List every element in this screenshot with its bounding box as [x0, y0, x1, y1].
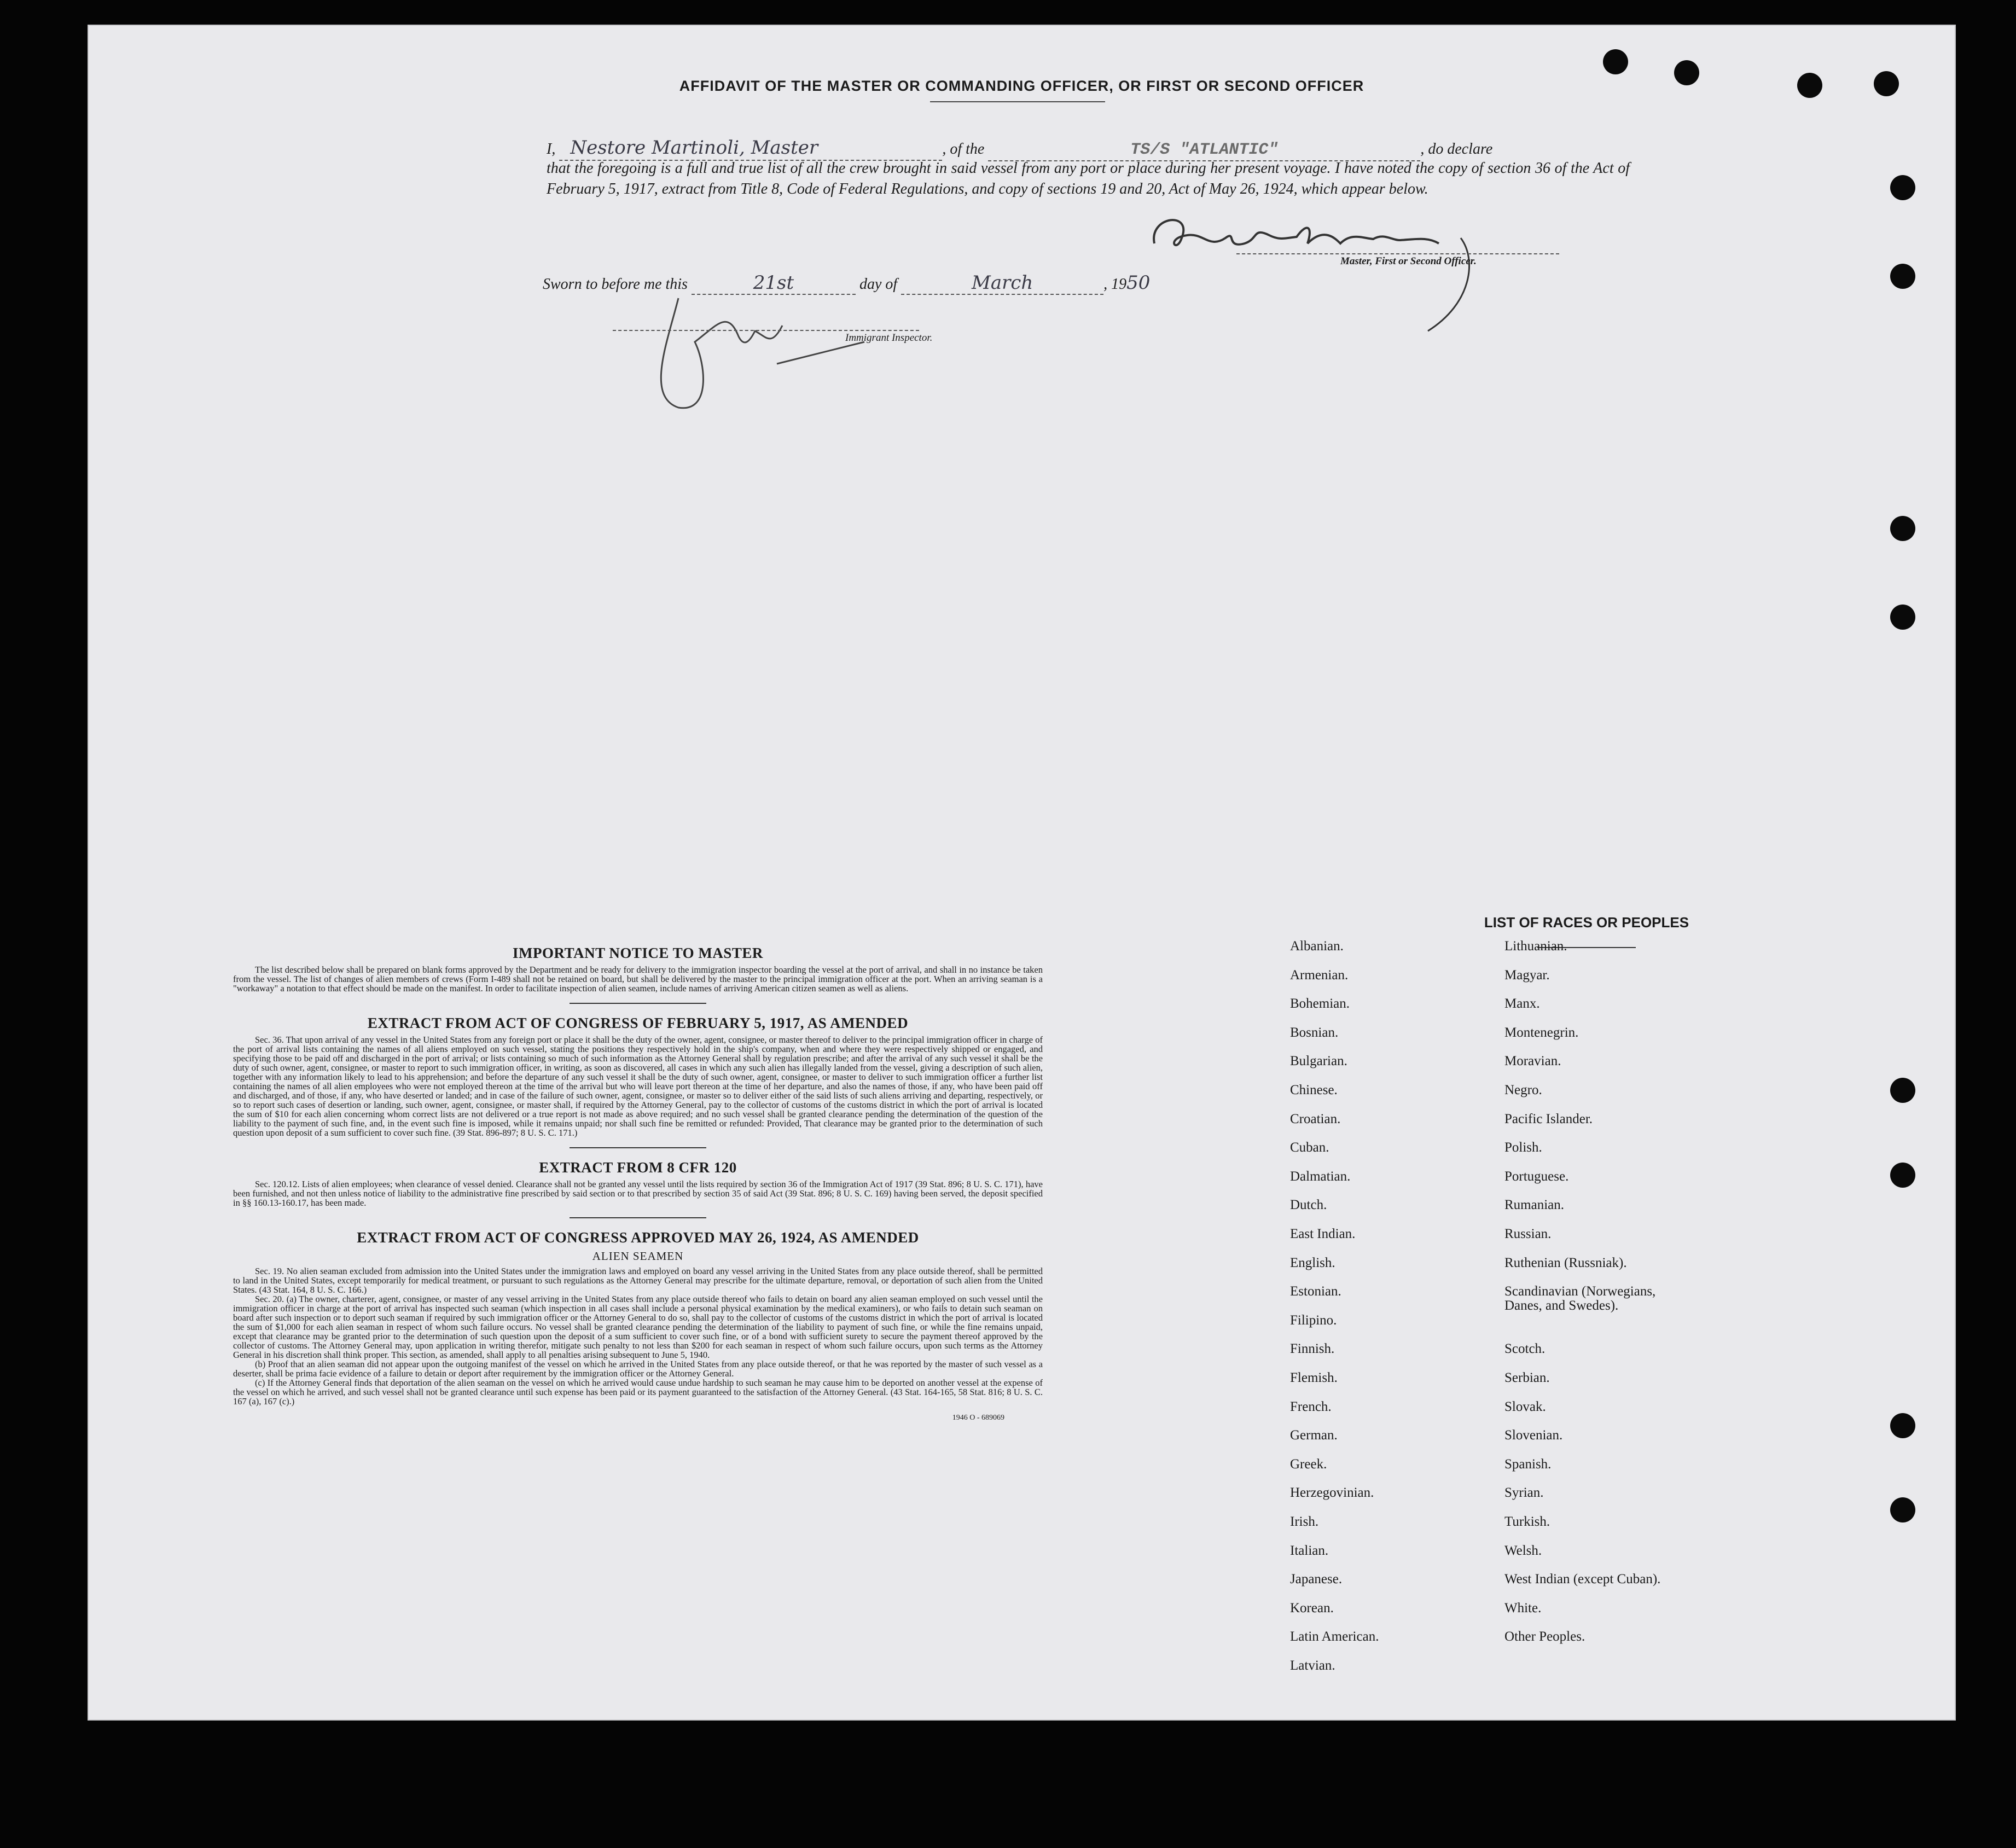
race-item: Greek.	[1290, 1456, 1327, 1472]
master-signature	[1143, 205, 1526, 336]
punch-hole	[1890, 1078, 1915, 1103]
divider	[570, 1217, 706, 1218]
race-item: Bulgarian.	[1290, 1054, 1347, 1069]
punch-hole	[1890, 264, 1915, 289]
race-item: West Indian (except Cuban).	[1504, 1572, 1661, 1587]
race-item: English.	[1290, 1255, 1335, 1270]
race-item: Polish.	[1504, 1140, 1542, 1155]
vessel-name-stamp: TS/S "ATLANTIC"	[1130, 141, 1279, 159]
race-item: Slovak.	[1504, 1399, 1546, 1414]
race-item: Bosnian.	[1290, 1025, 1339, 1040]
extract-1924-sec20c: (c) If the Attorney General finds that deportation of the alien seaman on the vessel on which he arrived would cause undue hardship to such seaman he may cause him to be deported on another vessel at the expense of the vessel on which he arrived, and such vessel shall not be granted clearance until such expense has been paid or its payment guaranteed to the satisfaction of the Attorney General. (43 Stat. 164-165, 58 Stat. 816; 8 U. S. C. 167 (a), 167 (c).)	[233, 1378, 1043, 1407]
race-item: Montenegrin.	[1504, 1025, 1579, 1040]
race-item: Syrian.	[1504, 1485, 1544, 1501]
race-item: Spanish.	[1504, 1456, 1552, 1472]
race-item: Korean.	[1290, 1600, 1334, 1615]
inspector-signature	[646, 276, 875, 419]
race-item: Latin American.	[1290, 1629, 1379, 1644]
races-heading: LIST OF RACES OR PEOPLES	[1484, 914, 1689, 931]
punch-hole	[1797, 73, 1822, 98]
legal-extracts	[233, 945, 1043, 1422]
extract-cfr-text: Sec. 120.12. Lists of alien employees; when clearance of vessel denied. Clearance shall not be granted any vessel until the lists required by section 36 of the Immigration Act of 1917 (39 Stat. 896; 8 U. S. C. 171), have been furnished, and not then unless notice of liability to the administrative fine prescribed by said section or to that prescribed by section 35 of said Act (39 Stat. 896; 8 U. S. C. 169) having been served, the deposit specified in §§ 160.13-160.17, has been made.	[233, 1179, 1043, 1208]
race-item: Dalmatian.	[1290, 1169, 1351, 1184]
race-item: Moravian.	[1504, 1054, 1561, 1069]
punch-hole	[1890, 1497, 1915, 1522]
race-item: Welsh.	[1504, 1543, 1542, 1558]
race-item: Manx.	[1504, 996, 1540, 1012]
master-name-field	[559, 137, 942, 161]
race-item: Cuban.	[1290, 1140, 1329, 1155]
punch-hole	[1890, 1163, 1915, 1188]
punch-hole	[1890, 605, 1915, 630]
affidavit-block	[547, 137, 1630, 200]
do-declare-label: , do declare	[1420, 141, 1493, 158]
notice-text: The list described below shall be prepared on blank forms approved by the Department and be ready for delivery to the immigration inspector boarding the vessel at the port of arrival, and shall in no instance be taken from the vessel. The list of changes of alien members of crews (Form I-489 shall not be retained on board, but shall be delivered by the master to the principal immigration officer at the port. When an arriving seaman is a "workaway" a notation to that effect should be made on the manifest. In order to facilitate inspection of alien seamen, include names of arriving American citizen seamen as well as aliens.	[233, 964, 1043, 993]
inspector-signature-line	[613, 330, 919, 331]
extract-1924-sec20b: (b) Proof that an alien seaman did not appear upon the outgoing manifest of the vessel on which he arrived in the United States from any place outside thereof, or that he was reported by the master of such vessel as a deserter, shall be prima facie evidence of a failure to detain or deport after requirement by the immigration officer or the Attorney General.	[233, 1359, 1043, 1379]
race-item: German.	[1290, 1428, 1338, 1443]
extract-1924-sec19: Sec. 19. No alien seaman excluded from admission into the United States under the immigration laws and employed on board any vessel arriving in the United States from any place outside thereof, shall be permitted to land in the United States, except temporarily for medical treatment, or pursuant to such regulations as the Attorney General may prescribe for the ultimate departure, removal, or deportation of such alien from the United States. (43 Stat. 164, 8 U. S. C. 166.)	[233, 1266, 1043, 1295]
notice-heading: IMPORTANT NOTICE TO MASTER	[513, 945, 763, 961]
race-item: Flemish.	[1290, 1370, 1338, 1385]
prefix-i: I,	[547, 141, 556, 158]
extract-1917-heading: EXTRACT FROM ACT OF CONGRESS OF FEBRUARY 5, 1917, AS AMENDED	[367, 1015, 909, 1031]
extract-1924-heading: EXTRACT FROM ACT OF CONGRESS APPROVED MAY 26, 1924, AS AMENDED	[357, 1229, 919, 1246]
divider	[570, 1147, 706, 1148]
race-item: Croatian.	[1290, 1111, 1341, 1126]
race-item: Scandinavian (Norwegians, Danes, and Swedes).	[1504, 1284, 1656, 1314]
race-item: Slovenian.	[1504, 1428, 1563, 1443]
race-item: Rumanian.	[1504, 1198, 1565, 1213]
inspector-caption: Immigrant Inspector.	[845, 332, 933, 344]
race-item: Armenian.	[1290, 967, 1349, 983]
day-of-label: day of	[859, 276, 898, 293]
race-item: Herzegovinian.	[1290, 1485, 1374, 1501]
extract-1917-text: Sec. 36. That upon arrival of any vessel in the United States from any foreign port or place it shall be the duty of the owner, agent, consignee, or master thereof to deliver to the principal immigration officer in charge of the port of arrival lists containing the names of all aliens employed on such vessel, stating the positions they respectively hold in the ship's company, when and where they were respectively shipped or engaged, and specifying those to be paid off and discharged in the port of arrival; or lists containing so much of such information as the Attorney General shall by regulation prescribe; and after the arrival of any such vessel it shall be the duty of such owner, agent, consignee, or master to report to such immigration officer, in writing, as soon as discovered, all cases in which any such alien has illegally landed from the vessel, giving a description of such alien, together with any information likely to lead to his apprehension; and before the departure of any such vessel it shall be the duty of such owner, agent, consignee, or master to deliver to such immigration officer a further list containing the names of all alien employees who were not employed thereon at the time of the arrival but who will leave port thereon at the time of her departure, and also the names of those, if any, who have been paid off and discharged, and of those, if any, who have deserted or landed; and in case of the failure of such owner, agent, consignee, or master so to deliver either of the said lists of such aliens arriving and departing, respectively, or so to report such cases of desertion or landing, such owner, agent, consignee, or master shall, if required by the Attorney General, pay to the collector of customs of the customs district in which the port of arrival is located the sum of $10 for each alien concerning whom correct lists are not delivered or a true report is not made as above required; and no such vessel shall be granted clearance pending the determination of the question of the liability to the payment of such fine, and, in the event such fine is imposed, while it remains unpaid; nor shall such fine be remitted or refunded: Provided, That clearance may be granted prior to the determination of such question upon deposit of a sum sufficient to cover such fine. (39 Stat. 896-897; 8 U. S. C. 171.)	[233, 1035, 1043, 1138]
race-item: Serbian.	[1504, 1370, 1550, 1385]
master-name: Nestore Martinoli, Master	[570, 137, 818, 159]
race-item: Ruthenian (Russniak).	[1504, 1255, 1627, 1270]
race-item: Estonian.	[1290, 1284, 1341, 1299]
punch-hole	[1890, 1413, 1915, 1438]
race-item: Filipino.	[1290, 1312, 1337, 1328]
race-item: Scotch.	[1504, 1341, 1546, 1357]
race-item: Negro.	[1504, 1083, 1542, 1097]
master-caption: Master, First or Second Officer.	[1340, 255, 1477, 267]
sworn-month-field	[901, 272, 1103, 295]
sworn-day: 21st	[753, 272, 794, 294]
race-item: Lithuanian.	[1504, 939, 1567, 954]
race-item: Irish.	[1290, 1514, 1319, 1529]
punch-hole	[1890, 516, 1915, 541]
vessel-field	[988, 139, 1420, 161]
race-item: Japanese.	[1290, 1572, 1343, 1587]
extract-1924-subheading: ALIEN SEAMEN	[592, 1250, 684, 1263]
sworn-month: March	[972, 272, 1033, 294]
affidavit-body: that the foregoing is a full and true list of all the crew brought in said vessel from any port or place during her present voyage. I have noted the copy of section 36 of the Act of February 5, 1917, extract from Title 8, Code of Federal Regulations, and copy of sections 19 and 20, Act of May 26, 1924, which appear below.	[547, 160, 1630, 197]
race-item: Dutch.	[1290, 1198, 1327, 1213]
year-prefix: , 19	[1103, 276, 1127, 293]
race-item: Other Peoples.	[1504, 1629, 1585, 1644]
race-item: Latvian.	[1290, 1658, 1335, 1673]
race-item: East Indian.	[1290, 1227, 1356, 1241]
race-item: White.	[1504, 1600, 1542, 1615]
race-item: Chinese.	[1290, 1083, 1338, 1097]
punch-hole	[1874, 71, 1899, 96]
master-signature-line	[1236, 253, 1559, 254]
print-code: 1946 O - 689069	[952, 1414, 1004, 1422]
affidavit-title: AFFIDAVIT OF THE MASTER OR COMMANDING OFFICER, OR FIRST OR SECOND OFFICER	[679, 78, 1364, 94]
sworn-year: 50	[1126, 272, 1151, 294]
of-the-label: , of the	[942, 141, 985, 158]
race-item: Turkish.	[1504, 1514, 1550, 1529]
race-item: Albanian.	[1290, 939, 1344, 954]
race-item: French.	[1290, 1399, 1332, 1414]
race-item: Magyar.	[1504, 967, 1550, 983]
race-item: Finnish.	[1290, 1341, 1335, 1357]
punch-hole	[1674, 60, 1699, 85]
extract-1924-sec20a: Sec. 20. (a) The owner, charterer, agent, consignee, or master of any vessel arriving in the United States from any place outside thereof who fails to detain on board any alien seaman employed on such vessel until the immigration officer in charge at the port of arrival has inspected such seaman (which inspection in all cases shall include a personal physical examination by the medical examiners), or who fails to detain such seaman on board after such inspection or to deport such seaman if required by such immigration officer or the Attorney General to do so, shall pay to the collector of customs of the customs district in which the port of arrival is located the sum of $1,000 for each alien seaman in respect of whom such failure occurs. No vessel shall be granted clearance pending the determination of the liability to payment of such fine, or while the fine remains unpaid, except that clearance may be granted prior to the determination of such question upon the deposit of a sum sufficient to cover such fine, or of a bond with sufficient surety to secure the payment thereof approved by the collector of customs. The Attorney General may, upon application in writing therefor, mitigate such penalty to not less than $200 for each seaman in respect of whom such failure occurs, upon such terms as the Attorney General in his discretion shall think proper. This section, as amended, shall apply to all penalties arising subsequent to June 5, 1940.	[233, 1294, 1043, 1360]
title-rule	[930, 101, 1105, 102]
punch-hole	[1603, 49, 1628, 74]
race-item: Portuguese.	[1504, 1169, 1569, 1184]
race-item: Italian.	[1290, 1543, 1329, 1558]
punch-hole	[1890, 175, 1915, 200]
race-item: Russian.	[1504, 1227, 1552, 1241]
divider	[570, 1003, 706, 1004]
extract-cfr-heading: EXTRACT FROM 8 CFR 120	[539, 1159, 737, 1176]
manifest-page	[88, 25, 1956, 1721]
sworn-label: Sworn to before me this	[543, 276, 688, 293]
race-item: Pacific Islander.	[1504, 1111, 1593, 1126]
race-item: Bohemian.	[1290, 996, 1350, 1012]
